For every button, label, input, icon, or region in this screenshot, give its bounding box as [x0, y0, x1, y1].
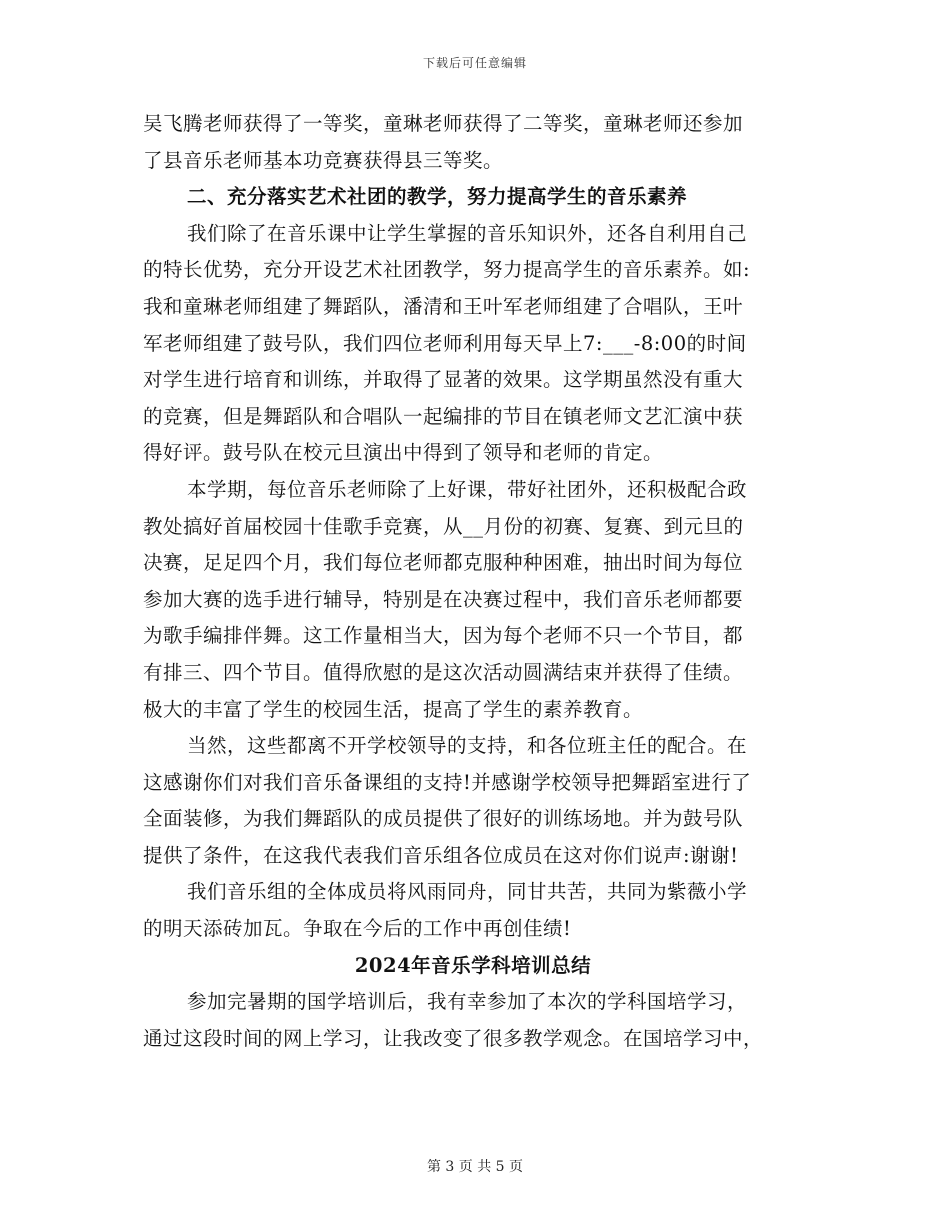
- paragraph-line: 的特长优势，充分开设艺术社团教学，努力提高学生的音乐素养。如:: [143, 258, 751, 282]
- document-title: 2024年音乐学科培训总结: [354, 953, 592, 977]
- paragraph-line: 的明天添砖加瓦。争取在今后的工作中再创佳绩!: [143, 917, 572, 941]
- paragraph-line: 参加完暑期的国学培训后，我有幸参加了本次的学科国培学习，: [187, 990, 748, 1014]
- paragraph-line: 我们除了在音乐课中让学生掌握的音乐知识外，还各自利用自己: [187, 221, 748, 245]
- document-body: [143, 106, 803, 1057]
- paragraph-line: 全面装修，为我们舞蹈队的成员提供了很好的训练场地。并为鼓号队: [143, 807, 744, 831]
- paragraph-line: 提供了条件，在这我代表我们音乐组各位成员在这对你们说声:谢谢!: [143, 843, 739, 867]
- paragraph-line: 为歌手编排伴舞。这工作量相当大，因为每个老师不只一个节目，都: [143, 624, 744, 648]
- paragraph-line: 本学期，每位音乐老师除了上好课，带好社团外，还积极配合政: [187, 477, 748, 501]
- paragraph-line: 了县音乐老师基本功竞赛获得县三等奖。: [143, 148, 504, 172]
- paragraph-line: 我们音乐组的全体成员将风雨同舟，同甘共苦，共同为紫薇小学: [187, 880, 748, 904]
- page-footer: 第 3 页 共 5 页: [426, 1159, 524, 1175]
- paragraph-line: 决赛，足足四个月，我们每位老师都克服种种困难，抽出时间为每位: [143, 551, 744, 575]
- paragraph-line: 当然，这些都离不开学校领导的支持，和各位班主任的配合。在: [187, 734, 748, 758]
- paragraph-line: 通过这段时间的网上学习，让我改变了很多教学观念。在国培学习中，: [143, 1026, 764, 1050]
- section-heading: 二、充分落实艺术社团的教学，努力提高学生的音乐素养: [187, 185, 688, 209]
- paragraph-line: 对学生进行培育和训练，并取得了显著的效果。这学期虽然没有重大: [143, 368, 744, 392]
- paragraph-line: 有排三、四个节目。值得欣慰的是这次活动圆满结束并获得了佳绩。: [143, 660, 744, 684]
- paragraph-line: 得好评。鼓号队在校元旦演出中得到了领导和老师的肯定。: [143, 441, 664, 465]
- paragraph-line: 这感谢你们对我们音乐备课组的支持!并感谢学校领导把舞蹈室进行了: [143, 770, 752, 794]
- paragraph-line: 吴飞腾老师获得了一等奖，童琳老师获得了二等奖，童琳老师还参加: [143, 112, 744, 135]
- paragraph-line: 教处搞好首届校园十佳歌手竞赛，从__月份的初赛、复赛、到元旦的: [143, 514, 744, 538]
- page-header: 下载后可任意编辑: [422, 56, 527, 70]
- paragraph-line: 极大的丰富了学生的校园生活，提高了学生的素养教育。: [143, 697, 644, 721]
- paragraph-line: 的竞赛，但是舞蹈队和合唱队一起编排的节目在镇老师文艺汇演中获: [143, 404, 744, 428]
- paragraph-line: 军老师组建了鼓号队，我们四位老师利用每天早上7:___-8:00的时间: [143, 331, 747, 355]
- paragraph-line: 参加大赛的选手进行辅导，特别是在决赛过程中，我们音乐老师都要: [143, 587, 744, 611]
- paragraph-line: 我和童琳老师组建了舞蹈队，潘清和王叶军老师组建了合唱队，王叶: [143, 294, 744, 318]
